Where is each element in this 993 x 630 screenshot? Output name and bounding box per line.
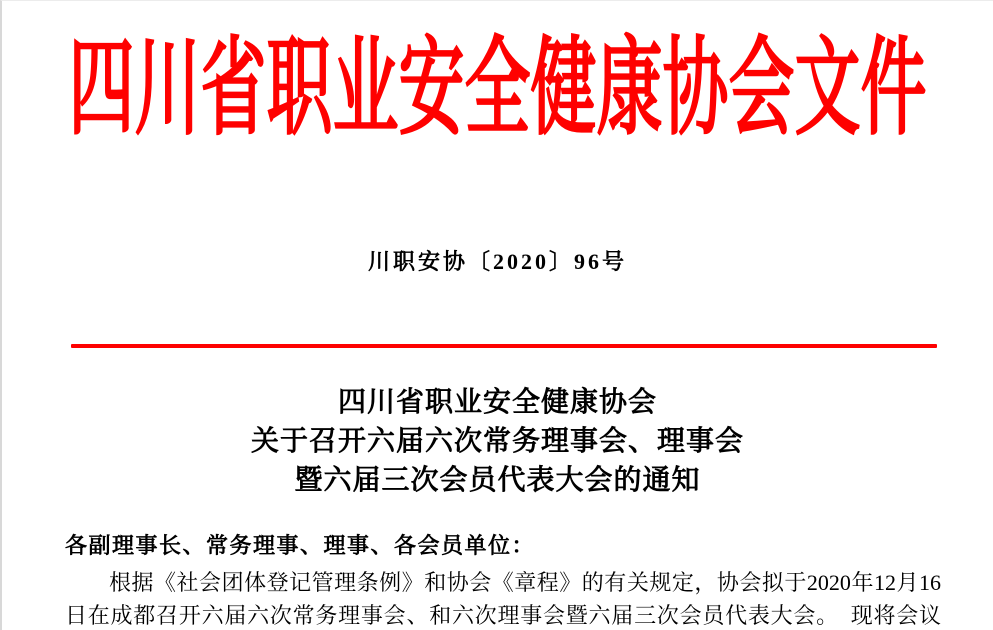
salutation: 各副理事长、常务理事、理事、各会员单位： xyxy=(65,533,536,558)
body-line-1: 根据《社会团体登记管理条例》和协会《章程》的有关规定，协会拟于2020年12月16 xyxy=(109,570,941,595)
document-title-line-2: 关于召开六届六次常务理事会、理事会 xyxy=(250,426,744,457)
body-line-2: 日在成都召开六届六次常务理事会、和六次理事会暨六届三次会员代表大会。 现将会议 xyxy=(65,603,941,628)
document-number: 川职安协〔2020〕96号 xyxy=(367,249,627,274)
body-paragraph xyxy=(65,566,941,630)
red-separator-line xyxy=(71,344,937,348)
letterhead-title: 四川省职业安全健康协会文件 xyxy=(68,30,927,149)
document-title xyxy=(2,383,993,500)
document-title-line-3: 暨六届三次会员代表大会的通知 xyxy=(294,465,701,496)
letterhead-container xyxy=(2,30,993,149)
document-title-line-1: 四川省职业安全健康协会 xyxy=(337,387,657,418)
